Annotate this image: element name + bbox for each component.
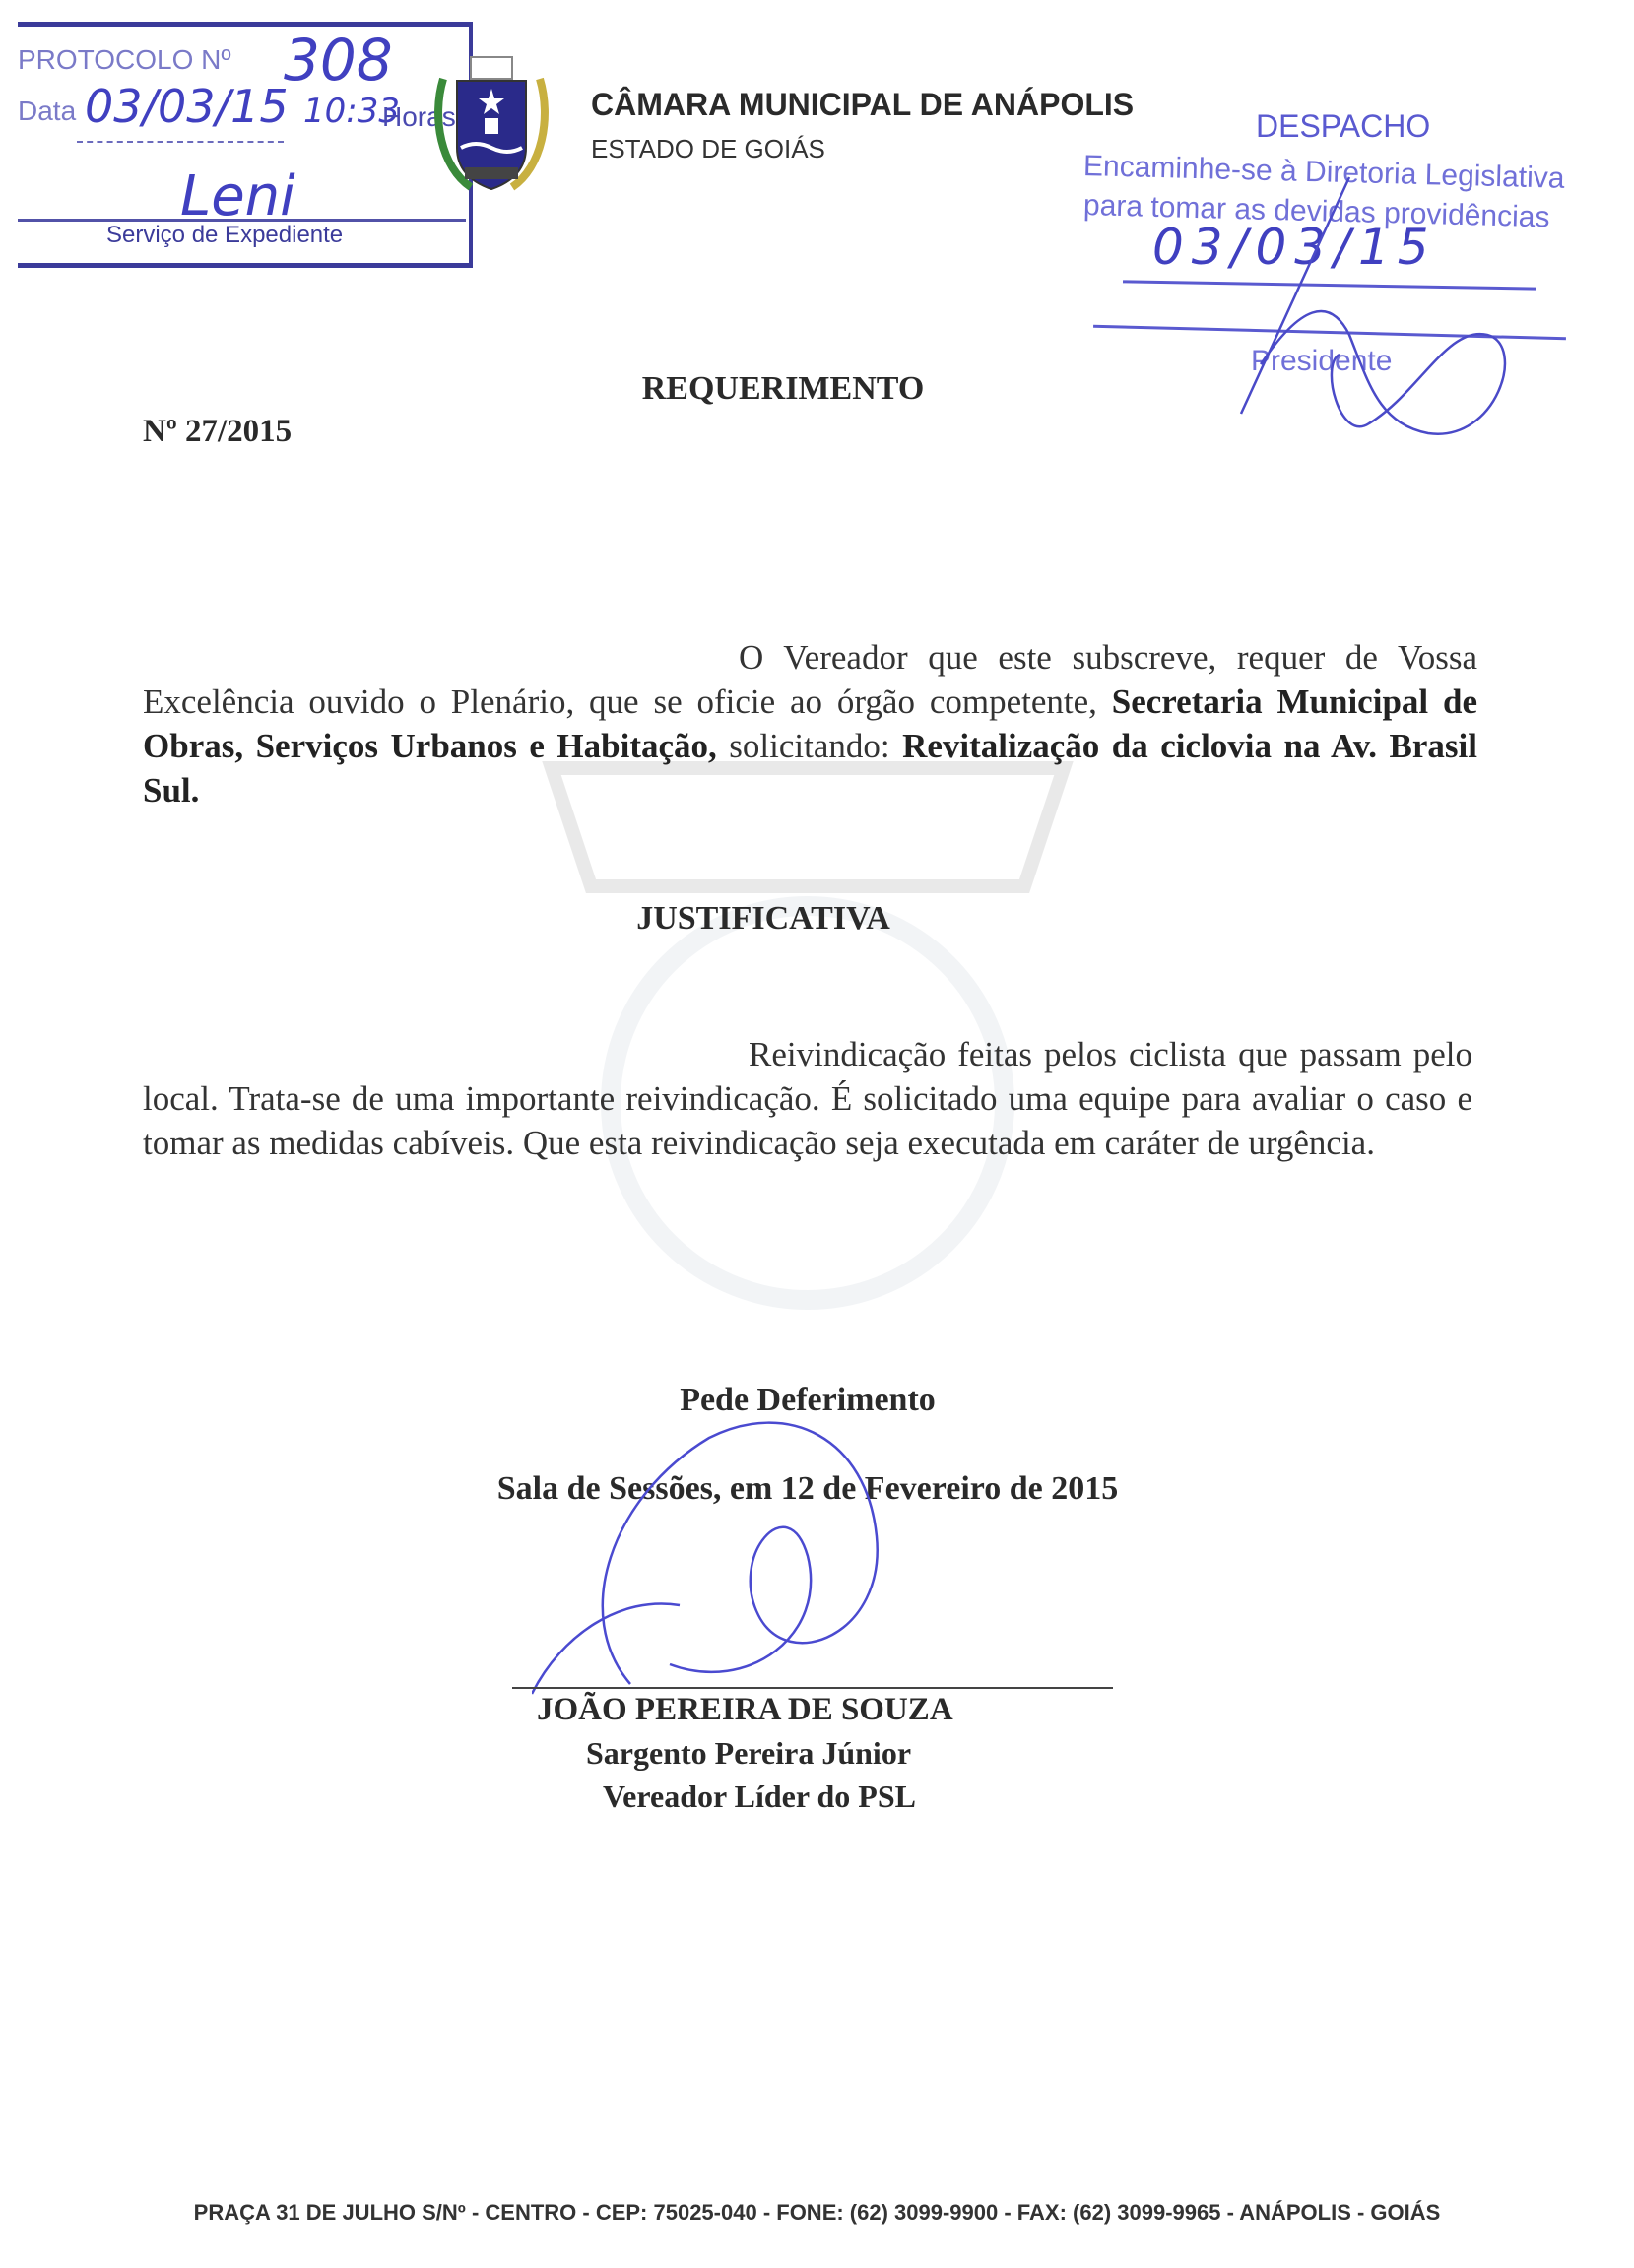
justification-paragraph: Reivindicação feitas pelos ciclista que passam pelo local. Trata-se de uma importante reivindicação. É solicitado uma equipe para avaliar o caso e tomar as medidas cabíveis. Que esta reivindicação seja executada em caráter de urgência. xyxy=(143,1035,1472,1162)
despacho-role: Presidente xyxy=(1251,345,1393,377)
document-number: Nº 27/2015 xyxy=(143,414,293,449)
body-text-2: solicitando: xyxy=(716,727,903,765)
closing-text: Pede Deferimento xyxy=(680,1382,936,1418)
institution-subtitle: ESTADO DE GOIÁS xyxy=(591,134,825,163)
document-title: REQUERIMENTO xyxy=(641,370,925,407)
signer-role: Vereador Líder do PSL xyxy=(603,1779,916,1814)
time-value: 10:33 xyxy=(303,92,400,131)
protocol-label: PROTOCOLO Nº xyxy=(18,44,231,75)
councilor-signature xyxy=(532,1379,965,1714)
request-paragraph xyxy=(143,635,1477,812)
service-label: Serviço de Expediente xyxy=(106,222,344,248)
hours-label: Horas xyxy=(382,101,456,132)
despacho-title: DESPACHO xyxy=(1256,108,1431,144)
place-date: Sala de Sessões, em 12 de Fevereiro de 2015 xyxy=(496,1470,1119,1507)
protocol-stamp xyxy=(18,22,473,268)
date-label: Data xyxy=(18,96,77,126)
watermark-crest xyxy=(512,729,1103,1320)
body-text-1: O Vereador que este subscreve, requer de Vossa Excelência ouvido o Plenário, que se oficie ao órgão competente, xyxy=(143,638,1477,721)
signature-underline xyxy=(512,1687,1113,1689)
institution-title: CÂMARA MUNICIPAL DE ANÁPOLIS xyxy=(591,87,1135,122)
despacho-line2: para tomar as devidas providências xyxy=(1082,189,1550,234)
protocol-number: 308 xyxy=(284,27,393,94)
president-signature xyxy=(1202,167,1615,453)
initials-signature: Leni xyxy=(180,164,295,228)
justification-title: JUSTIFICATIVA xyxy=(636,900,890,937)
body-subject: Revitalização da ciclovia na Av. Brasil Sul. xyxy=(143,727,1477,810)
date-value: 03/03/15 xyxy=(85,80,289,133)
despacho-date: 03/03/15 xyxy=(1152,219,1437,276)
date-underline xyxy=(77,141,284,143)
body-recipient: Secretaria Municipal de Obras, Serviços Urbanos e Habitação, xyxy=(143,682,1477,765)
coat-of-arms-logo xyxy=(431,49,552,197)
signer-name: JOÃO PEREIRA DE SOUZA xyxy=(537,1692,953,1727)
signer-alias: Sargento Pereira Júnior xyxy=(586,1735,912,1771)
despacho-line1: Encaminhe-se à Diretoria Legislativa xyxy=(1082,150,1565,195)
footer-address: PRAÇA 31 DE JULHO S/Nº - CENTRO - CEP: 75025-040 - FONE: (62) 3099-9900 - FAX: (62) 3099-9965 - ANÁPOLIS - GOIÁS xyxy=(193,2200,1441,2225)
